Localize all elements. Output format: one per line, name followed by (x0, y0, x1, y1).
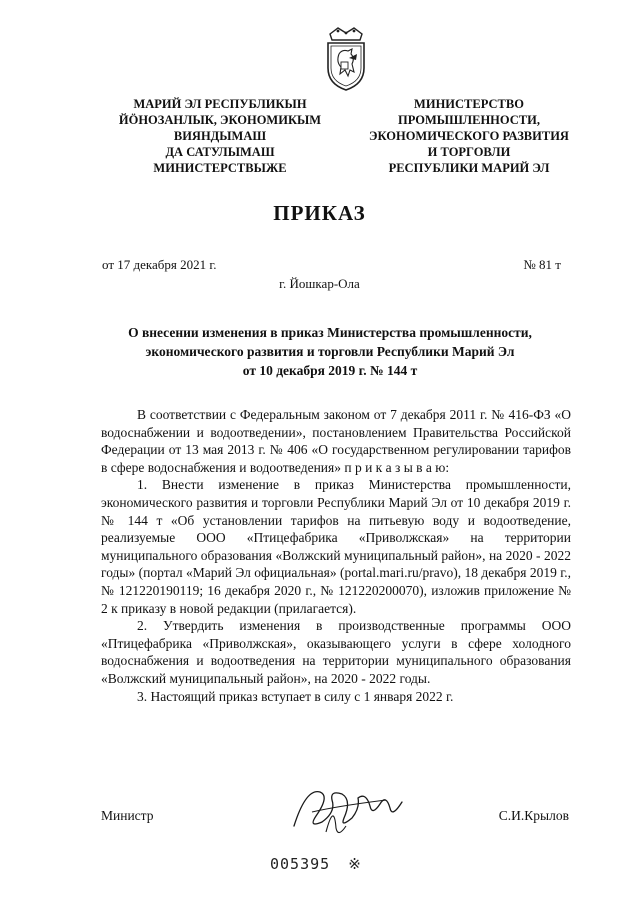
header-left-line: ДА САТУЛЫМАШ (165, 145, 275, 159)
header-right-line: МИНИСТЕРСТВО (414, 97, 524, 111)
header-left-line: ВИЯНДЫМАШ (173, 129, 267, 143)
preamble-paragraph: В соответствии с Федеральным законом от 7 декабря 2011 г. № 416-ФЗ «О водоснабжении и водоотведении», постановлением Правительства Российской Федерации от 13 мая 2013 г. № 406 «О государственном регулировании тарифов в сфере водоснабжения и водоотведения» п р и к а з ы в а ю: (101, 407, 571, 475)
coat-of-arms (324, 24, 368, 92)
header-left-line: МАРИЙ ЭЛ РЕСПУБЛИКЫН (133, 97, 307, 111)
document-title: ПРИКАЗ (273, 201, 366, 225)
header-left (112, 96, 328, 176)
registration-mark-icon: ※ (348, 855, 362, 873)
document-date: от 17 декабря 2021 г. (102, 257, 217, 272)
document-body (101, 406, 571, 705)
subject-line: от 10 декабря 2019 г. № 144 т (242, 363, 418, 378)
signer-position: Министр (101, 808, 154, 823)
item-1-paragraph: 1. Внести изменение в приказ Министерства промышленности, экономического развития и торговли Республики Марий Эл от 10 декабря 2019 г. № 144 т «Об установлении тарифов на питьевую воду и водоотведение, реализуемые ООО «Птицефабрика «Приволжская» на территории муниципального образования «Волжский муниципальный район», на 2020 - 2022 годы» (портал «Марий Эл официальная» (portal.mari.ru/pravo), 18 декабря 2019 г., № 121220190119; 16 декабря 2020 г., № 121220200070), изложив приложение № 2 к приказу в новой редакции (прилагается). (101, 477, 571, 616)
subject-line: О внесении изменения в приказ Министерства промышленности, (128, 325, 532, 340)
subject-line: экономического развития и торговли Республики Марий Эл (145, 344, 515, 359)
document-subject (90, 323, 570, 380)
handwritten-signature-icon (286, 782, 416, 842)
registration-number (270, 855, 362, 873)
header-right (358, 96, 580, 176)
handwritten-signature (286, 782, 416, 842)
coat-of-arms-icon (324, 24, 368, 92)
document-number: № 81 т (523, 257, 561, 272)
header-right-line: ЭКОНОМИЧЕСКОГО РАЗВИТИЯ (369, 129, 569, 143)
header-left-line: МИНИСТЕРСТВЫЖЕ (153, 161, 287, 175)
header-right-line: И ТОРГОВЛИ (427, 145, 511, 159)
header-left-line: ЙÖНОЗАНЛЫК, ЭКОНОМИКЫМ (118, 113, 322, 127)
document-city: г. Йошкар-Ола (279, 276, 360, 291)
registration-number-value: 005395 (270, 855, 331, 873)
item-2-paragraph: 2. Утвердить изменения в производственные программы ООО «Птицефабрика «Приволжская», оказывающего услуги в сфере холодного водоснабжения и водоотведения на территории муниципального образования «Волжский муниципальный район», на 2020 - 2022 годы. (101, 618, 571, 686)
header-right-line: РЕСПУБЛИКИ МАРИЙ ЭЛ (388, 161, 550, 175)
header-right-line: ПРОМЫШЛЕННОСТИ, (398, 113, 540, 127)
signer-name: С.И.Крылов (498, 808, 569, 823)
item-3-paragraph: 3. Настоящий приказ вступает в силу с 1 января 2022 г. (137, 688, 454, 704)
